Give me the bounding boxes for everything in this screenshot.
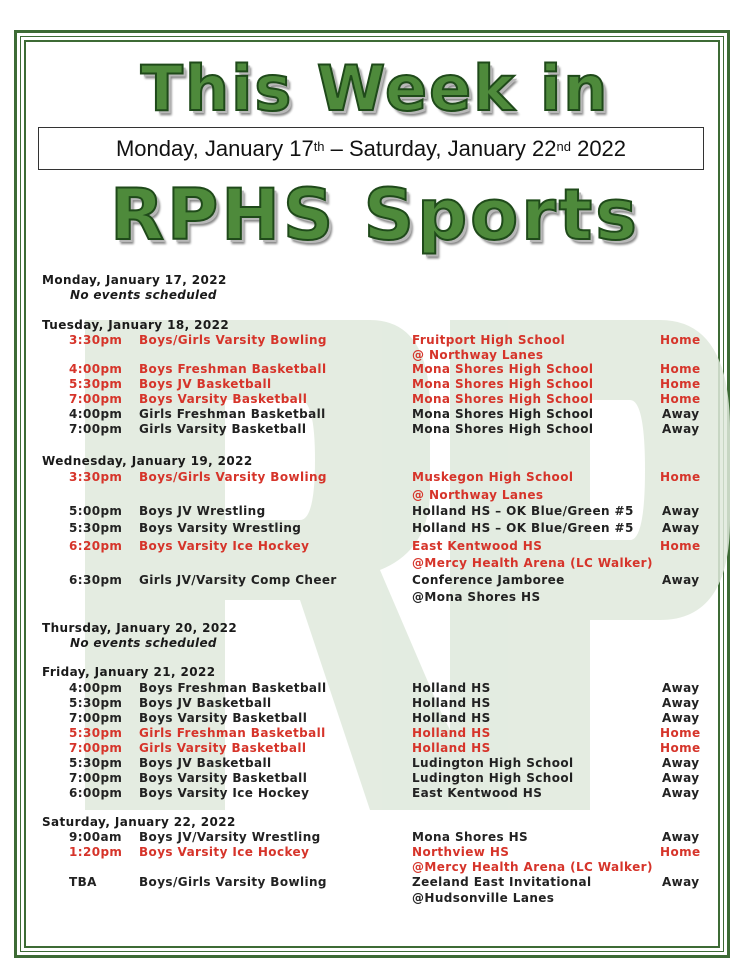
day-heading: Friday, January 21, 2022 xyxy=(42,665,216,679)
event-time: 9:00am xyxy=(69,830,122,844)
event-row xyxy=(0,756,750,771)
event-opponent: Holland HS – OK Blue/Green #5 xyxy=(412,504,634,518)
event-opponent: Ludington High School xyxy=(412,771,574,785)
event-name: Girls Varsity Basketball xyxy=(139,422,307,436)
event-row xyxy=(0,845,750,860)
event-name: Boys JV Wrestling xyxy=(139,504,266,518)
home-away-label: Home xyxy=(660,726,701,740)
event-opponent: Holland HS xyxy=(412,711,491,725)
event-opponent: Fruitport High School xyxy=(412,333,566,347)
event-row xyxy=(0,392,750,407)
title-this-week-in: This Week in xyxy=(140,52,610,125)
home-away-label: Home xyxy=(660,741,701,755)
event-time: 3:30pm xyxy=(69,333,123,347)
date-separator: – xyxy=(324,135,349,161)
event-row xyxy=(0,875,750,890)
event-row xyxy=(0,741,750,756)
event-opponent: Conference Jamboree xyxy=(412,573,565,587)
event-time: 5:30pm xyxy=(69,696,123,710)
event-time: 7:00pm xyxy=(69,711,123,725)
home-away-label: Away xyxy=(662,681,700,695)
event-time: 4:00pm xyxy=(69,407,123,421)
date-start-suffix: th xyxy=(313,139,325,154)
event-name: Boys Varsity Ice Hockey xyxy=(139,539,310,553)
event-row xyxy=(0,407,750,422)
event-name: Girls Varsity Basketball xyxy=(139,741,307,755)
event-name: Boys JV/Varsity Wrestling xyxy=(139,830,321,844)
home-away-label: Away xyxy=(662,756,700,770)
event-opponent: Zeeland East Invitational xyxy=(412,875,592,889)
home-away-label: Home xyxy=(660,392,701,406)
event-row xyxy=(0,711,750,726)
event-row xyxy=(0,573,750,588)
home-away-label: Home xyxy=(660,539,701,553)
home-away-label: Home xyxy=(660,362,701,376)
home-away-label: Home xyxy=(660,377,701,391)
event-time: TBA xyxy=(69,875,97,889)
event-time: 7:00pm xyxy=(69,771,123,785)
event-opponent: Holland HS – OK Blue/Green #5 xyxy=(412,521,634,535)
event-name: Boys Varsity Ice Hockey xyxy=(139,786,310,800)
event-opponent: Holland HS xyxy=(412,681,491,695)
event-venue: @Hudsonville Lanes xyxy=(412,891,555,905)
event-opponent: Holland HS xyxy=(412,726,491,740)
event-opponent: Mona Shores High School xyxy=(412,362,594,376)
event-row xyxy=(0,333,750,348)
event-venue: @ Northway Lanes xyxy=(412,488,544,502)
event-opponent: Mona Shores High School xyxy=(412,392,594,406)
event-name: Boys/Girls Varsity Bowling xyxy=(139,470,327,484)
home-away-label: Away xyxy=(662,422,700,436)
event-row xyxy=(0,422,750,437)
event-name: Girls Freshman Basketball xyxy=(139,407,326,421)
event-row xyxy=(0,830,750,845)
event-row xyxy=(0,377,750,392)
event-opponent: Holland HS xyxy=(412,741,491,755)
home-away-label: Away xyxy=(662,771,700,785)
home-away-label: Home xyxy=(660,470,701,484)
event-name: Boys/Girls Varsity Bowling xyxy=(139,875,327,889)
event-row xyxy=(0,504,750,519)
event-opponent: Mona Shores High School xyxy=(412,422,594,436)
event-row xyxy=(0,681,750,696)
date-range-box xyxy=(38,127,704,170)
no-events-note: No events scheduled xyxy=(70,636,217,650)
home-away-label: Home xyxy=(660,333,701,347)
event-time: 4:00pm xyxy=(69,362,123,376)
event-name: Girls Freshman Basketball xyxy=(139,726,326,740)
event-opponent: East Kentwood HS xyxy=(412,539,543,553)
event-name: Boys Freshman Basketball xyxy=(139,681,327,695)
day-heading: Tuesday, January 18, 2022 xyxy=(42,318,230,332)
event-venue: @Mercy Health Arena (LC Walker) xyxy=(412,860,653,874)
day-heading: Thursday, January 20, 2022 xyxy=(42,621,238,635)
day-heading: Saturday, January 22, 2022 xyxy=(42,815,236,829)
event-time: 5:00pm xyxy=(69,504,123,518)
event-name: Boys JV Basketball xyxy=(139,377,272,391)
date-end-suffix: nd xyxy=(556,139,571,154)
event-name: Boys Varsity Basketball xyxy=(139,392,308,406)
event-time: 6:00pm xyxy=(69,786,123,800)
event-time: 7:00pm xyxy=(69,422,123,436)
event-row xyxy=(0,726,750,741)
event-name: Boys Freshman Basketball xyxy=(139,362,327,376)
event-name: Boys Varsity Ice Hockey xyxy=(139,845,310,859)
event-name: Boys Varsity Basketball xyxy=(139,711,308,725)
event-row xyxy=(0,470,750,485)
home-away-label: Away xyxy=(662,786,700,800)
event-time: 5:30pm xyxy=(69,726,123,740)
event-row xyxy=(0,539,750,554)
home-away-label: Away xyxy=(662,521,700,535)
event-time: 6:30pm xyxy=(69,573,123,587)
event-opponent: Holland HS xyxy=(412,696,491,710)
event-row xyxy=(0,362,750,377)
day-heading: Wednesday, January 19, 2022 xyxy=(42,454,253,468)
home-away-label: Away xyxy=(662,573,700,587)
event-time: 1:20pm xyxy=(69,845,123,859)
date-end: Saturday, January 22 xyxy=(349,135,557,161)
event-venue: @ Northway Lanes xyxy=(412,348,544,362)
event-name: Boys Varsity Wrestling xyxy=(139,521,302,535)
event-opponent: Mona Shores High School xyxy=(412,407,594,421)
event-opponent: Ludington High School xyxy=(412,756,574,770)
event-opponent: Muskegon High School xyxy=(412,470,574,484)
event-opponent: Northview HS xyxy=(412,845,510,859)
event-time: 6:20pm xyxy=(69,539,123,553)
event-opponent: East Kentwood HS xyxy=(412,786,543,800)
home-away-label: Home xyxy=(660,845,701,859)
home-away-label: Away xyxy=(662,407,700,421)
event-row xyxy=(0,696,750,711)
date-year: 2022 xyxy=(570,135,627,161)
event-time: 5:30pm xyxy=(69,377,123,391)
event-name: Boys JV Basketball xyxy=(139,756,272,770)
event-opponent: Mona Shores HS xyxy=(412,830,529,844)
day-heading: Monday, January 17, 2022 xyxy=(42,273,227,287)
event-time: 7:00pm xyxy=(69,392,123,406)
event-time: 5:30pm xyxy=(69,756,123,770)
event-time: 3:30pm xyxy=(69,470,123,484)
event-opponent: Mona Shores High School xyxy=(412,377,594,391)
title-rphs-sports: RPHS Sports xyxy=(110,174,640,256)
home-away-label: Away xyxy=(662,696,700,710)
event-name: Boys Varsity Basketball xyxy=(139,771,308,785)
event-time: 7:00pm xyxy=(69,741,123,755)
event-time: 4:00pm xyxy=(69,681,123,695)
event-row xyxy=(0,521,750,536)
home-away-label: Away xyxy=(662,711,700,725)
home-away-label: Away xyxy=(662,504,700,518)
event-name: Girls JV/Varsity Comp Cheer xyxy=(139,573,337,587)
no-events-note: No events scheduled xyxy=(70,288,217,302)
event-venue: @Mercy Health Arena (LC Walker) xyxy=(412,556,653,570)
event-name: Boys JV Basketball xyxy=(139,696,272,710)
event-row xyxy=(0,771,750,786)
date-start: Monday, January 17 xyxy=(115,135,314,161)
event-venue: @Mona Shores HS xyxy=(412,590,541,604)
event-time: 5:30pm xyxy=(69,521,123,535)
home-away-label: Away xyxy=(662,830,700,844)
home-away-label: Away xyxy=(662,875,700,889)
event-row xyxy=(0,786,750,801)
event-name: Boys/Girls Varsity Bowling xyxy=(139,333,327,347)
